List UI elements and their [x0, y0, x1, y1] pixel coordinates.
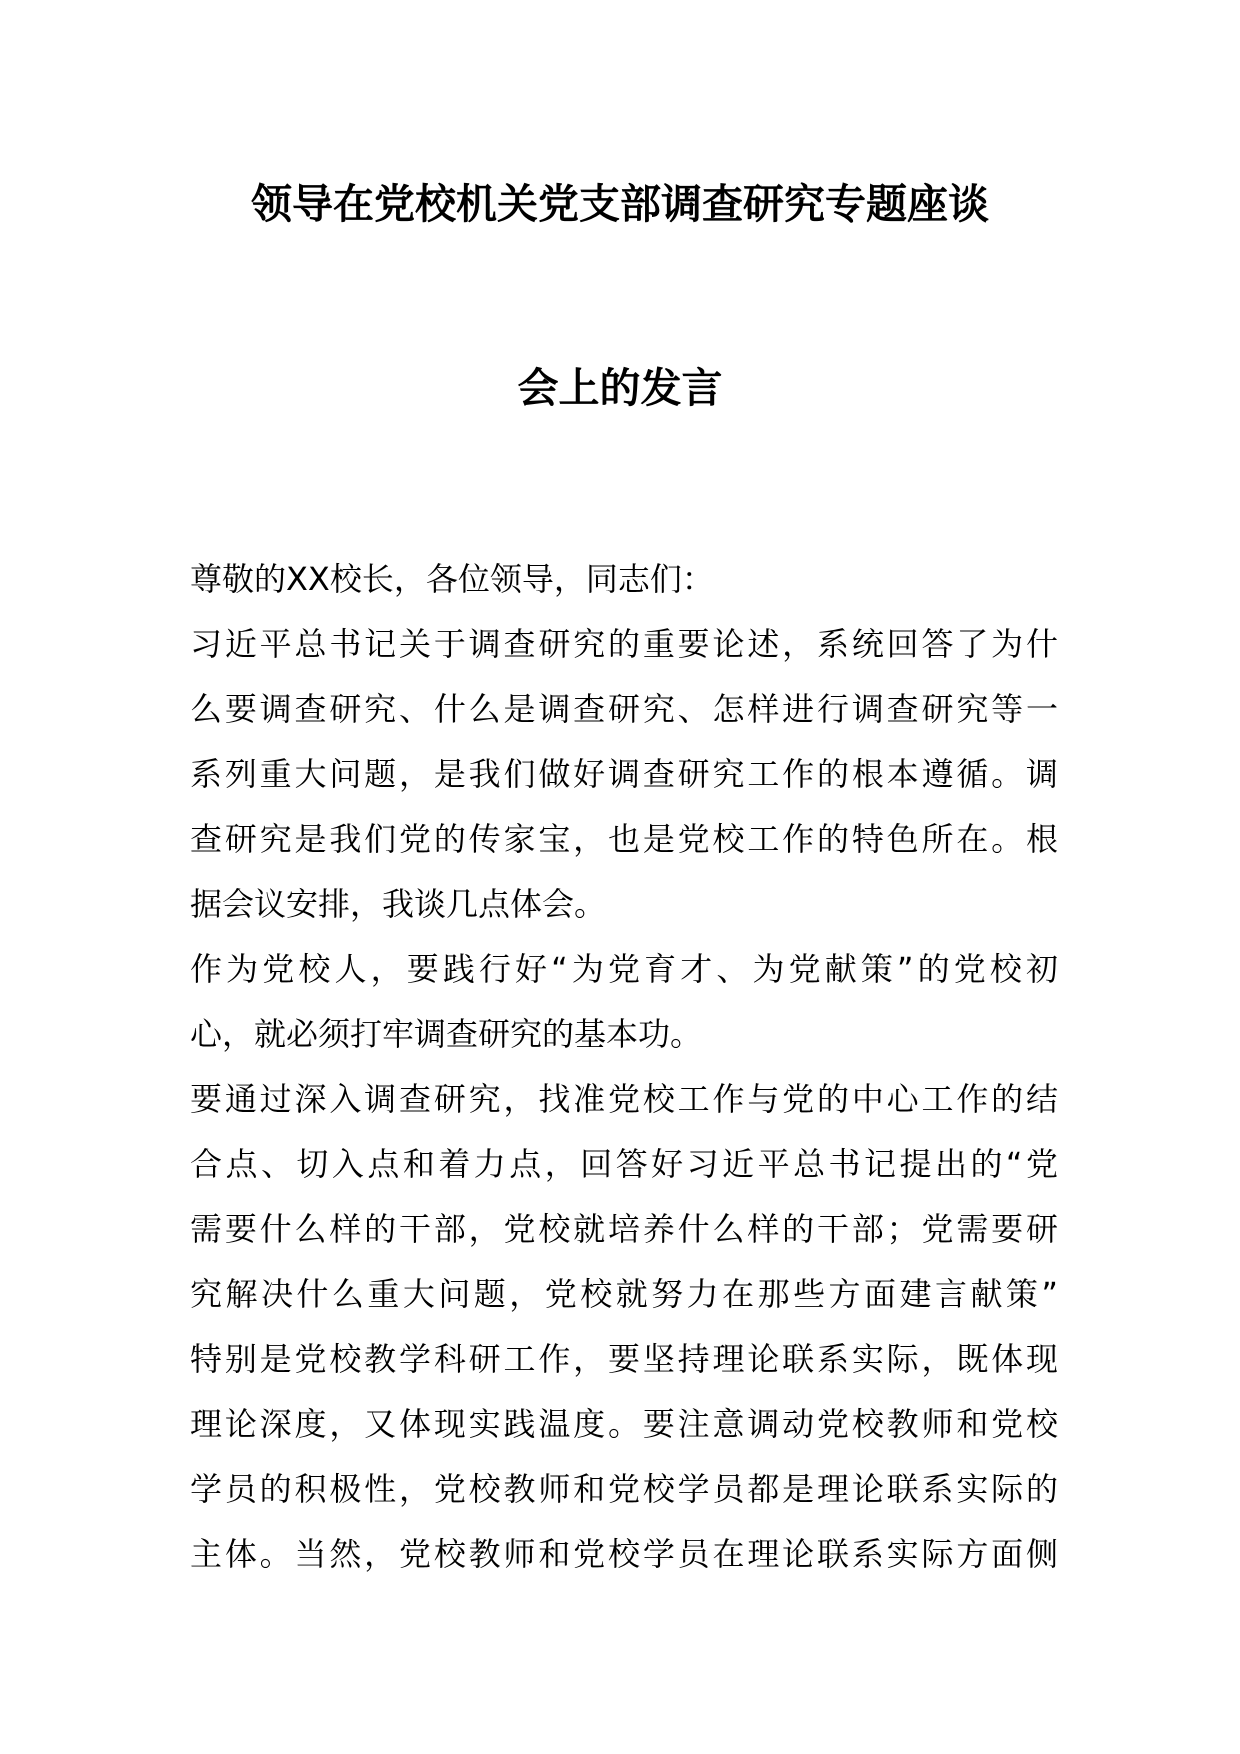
body-line: 需要什么样的干部，党校就培养什么样的干部；党需要研	[190, 1210, 1058, 1248]
document-title-line-1: 领导在党校机关党支部调查研究专题座谈	[251, 180, 989, 228]
body-line: 合点、切入点和着力点，回答好习近平总书记提出的“党	[190, 1145, 1058, 1183]
body-line: 理论深度，又体现实践温度。要注意调动党校教师和党校	[190, 1405, 1058, 1443]
body-line: 么要调查研究、什么是调查研究、怎样进行调查研究等一	[190, 690, 1058, 728]
salutation: 尊敬的XX校长，各位领导，同志们：	[190, 560, 714, 598]
body-line: 特别是党校教学科研工作，要坚持理论联系实际，既体现	[190, 1340, 1058, 1378]
body-line: 究解决什么重大问题，党校就努力在那些方面建言献策”	[190, 1275, 1058, 1313]
body-line: 要通过深入调查研究，找准党校工作与党的中心工作的结	[190, 1080, 1058, 1118]
body-line: 作为党校人，要践行好“为党育才、为党献策”的党校初	[190, 950, 1058, 988]
body-line: 习近平总书记关于调查研究的重要论述，系统回答了为什	[190, 625, 1058, 663]
body-line: 心，就必须打牢调查研究的基本功。	[190, 1015, 703, 1053]
body-line: 据会议安排，我谈几点体会。	[190, 885, 607, 923]
body-line: 系列重大问题，是我们做好调查研究工作的根本遵循。调	[190, 755, 1058, 793]
body-line: 主体。当然，党校教师和党校学员在理论联系实际方面侧	[190, 1535, 1058, 1573]
document-body	[190, 547, 1058, 1587]
body-line: 学员的积极性，党校教师和党校学员都是理论联系实际的	[190, 1470, 1058, 1508]
body-line: 查研究是我们党的传家宝，也是党校工作的特色所在。根	[190, 820, 1058, 858]
document-title-line-2: 会上的发言	[517, 364, 723, 412]
